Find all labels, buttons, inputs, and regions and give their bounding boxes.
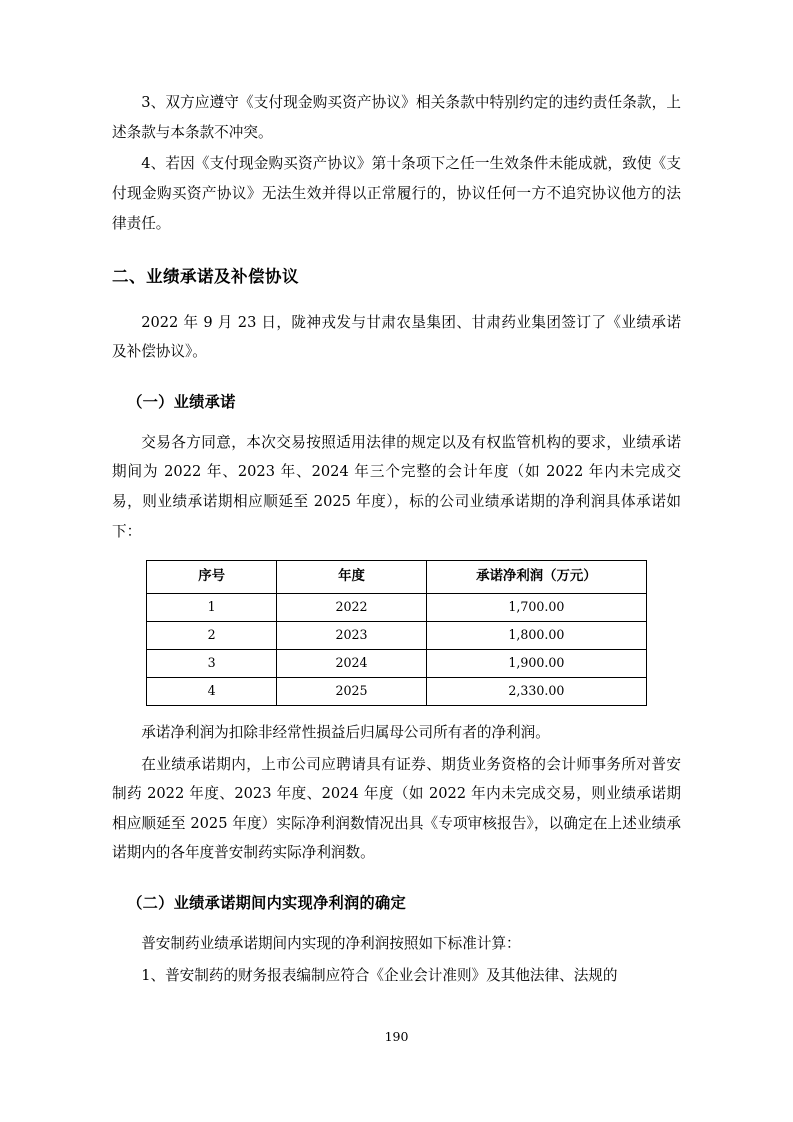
table-header-cell-year: 年度 [277, 561, 427, 594]
section-heading-performance-commitment: 二、业绩承诺及补偿协议 [112, 267, 299, 287]
document-body [112, 88, 681, 990]
table-cell-profit: 2,330.00 [426, 678, 646, 706]
table-header-row [147, 561, 647, 594]
commitment-profit-table [146, 560, 647, 706]
table-body [147, 594, 647, 706]
table-cell-year: 2023 [277, 622, 427, 650]
table-cell-year: 2022 [277, 594, 427, 622]
paragraph-clause-4: 4、若因《支付现金购买资产协议》第十条项下之任一生效条件未能成就，致使《支付现金购买资产协议》无法生效并得以正常履行的，协议任何一方不追究协议他方的法律责任。 [112, 155, 681, 232]
subsection-heading-profit-determination: （二）业绩承诺期间内实现净利润的确定 [127, 894, 406, 913]
table-cell-profit: 1,900.00 [426, 650, 646, 678]
table-row [147, 650, 647, 678]
table-cell-index: 3 [147, 650, 277, 678]
table-cell-year: 2024 [277, 650, 427, 678]
page-number: 190 [384, 1029, 409, 1044]
paragraph-agreement-signing: 2022 年 9 月 23 日，陇神戎发与甘肃农垦集团、甘肃药业集团签订了《业绩承诺及补偿协议》。 [112, 313, 681, 361]
table-cell-profit: 1,700.00 [426, 594, 646, 622]
paragraph-commitment-intro: 交易各方同意，本次交易按照适用法律的规定以及有权监管机构的要求，业绩承诺期间为 2022 年、2023 年、2024 年三个完整的会计年度（如 2022 年内未完成交易，则业绩承诺期相应顺延至 2025 年度），标的公司业绩承诺期的净利润具体承诺如下： [112, 433, 681, 540]
table-cell-index: 2 [147, 622, 277, 650]
table-header-cell-profit: 承诺净利润（万元） [426, 561, 646, 594]
paragraph-calculation-intro: 普安制药业绩承诺期间内实现的净利润按照如下标准计算： [141, 934, 521, 952]
table-row [147, 594, 647, 622]
paragraph-clause-3: 3、双方应遵守《支付现金购买资产协议》相关条款中特别约定的违约责任条款，上述条款与本条款不冲突。 [112, 94, 681, 141]
table-cell-profit: 1,800.00 [426, 622, 646, 650]
table-row [147, 678, 647, 706]
table-cell-year: 2025 [277, 678, 427, 706]
table-cell-index: 4 [147, 678, 277, 706]
paragraph-calculation-item-1: 1、普安制药的财务报表编制应符合《企业会计准则》及其他法律、法规的 [141, 966, 618, 984]
paragraph-audit-requirement: 在业绩承诺期内，上市公司应聘请具有证券、期货业务资格的会计师事务所对普安制药 2022 年度、2023 年度、2024 年度（如 2022 年内未完成交易，则业绩承诺期相应顺延至 2025 年度）实际净利润数情况出具《专项审核报告》，以确定在上述业绩承诺期内的各年度普安制药实际净利润数。 [112, 755, 681, 862]
table-header-cell-index: 序号 [147, 561, 277, 594]
paragraph-net-profit-definition: 承诺净利润为扣除非经常性损益后归属母公司所有者的净利润。 [141, 723, 550, 741]
table-header [147, 561, 647, 594]
table-cell-index: 1 [147, 594, 277, 622]
subsection-heading-commitment: （一）业绩承诺 [127, 392, 236, 411]
table-row [147, 622, 647, 650]
